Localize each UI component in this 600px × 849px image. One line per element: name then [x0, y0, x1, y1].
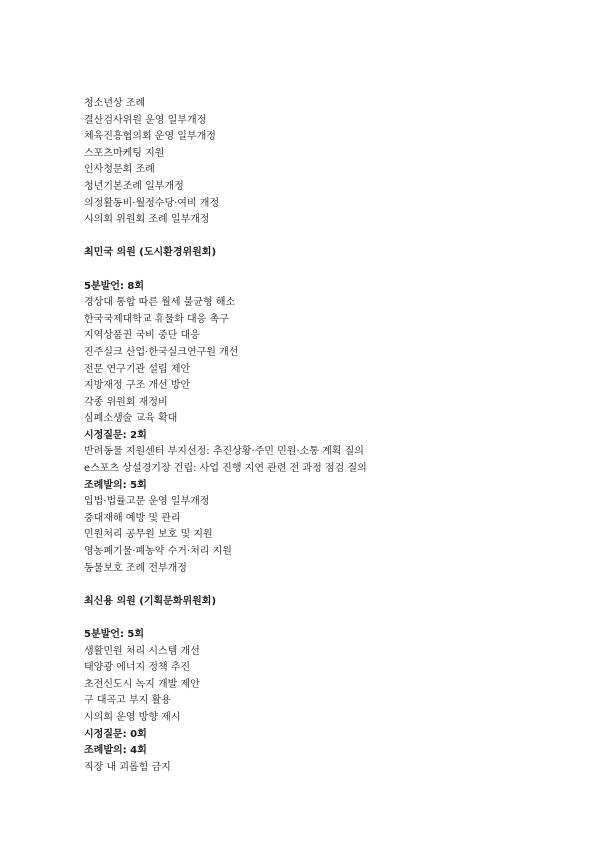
document-body: [84, 96, 564, 776]
list-item: 태양광 에너지 정책 추진: [84, 662, 191, 674]
list-item: 의정활동비·월정수당·여비 개정: [84, 197, 220, 209]
intro-list: [84, 96, 564, 229]
list-item: 구 대곡고 부지 활용: [84, 695, 171, 707]
list-item: 청년기본조례 일부개정: [84, 180, 184, 192]
list-item: 체육진흥협의회 운영 일부개정: [84, 131, 216, 143]
question-header: 시정질문: 0회: [84, 728, 147, 740]
question-header: 시정질문: 2회: [84, 429, 147, 441]
list-item: 중대재해 예방 및 관리: [84, 512, 181, 524]
list-item: 반려동물 지원센터 부지선정: 추진상황·주민 민원·소통 계획 질의: [84, 446, 364, 458]
list-item: 인사청문회 조례: [84, 164, 155, 176]
list-item: e스포츠 상설경기장 건립: 사업 진행 지연 관련 전 과정 점검 질의: [84, 463, 367, 475]
ordinance-header: 조례발의: 5회: [84, 479, 147, 491]
speech-header: 5분발언: 5회: [84, 629, 145, 640]
list-item: 한국국제대학교 휴물화 대응 촉구: [84, 313, 229, 325]
list-item: 시의회 위원회 조례 일부개정: [84, 214, 210, 226]
list-item: 시의회 운영 방향 제시: [84, 711, 181, 723]
list-item: 스포츠마케팅 지원: [84, 147, 165, 159]
list-item: 생활민원 처리 시스템 개선: [84, 645, 200, 657]
list-item: 경상대 통합 따른 월세 불균형 해소: [84, 297, 236, 309]
member-section: [84, 245, 564, 577]
member-section: [84, 594, 564, 777]
list-item: 영농폐기물·폐농약 수거·처리 지원: [84, 546, 232, 558]
list-item: 청소년상 조례: [84, 98, 146, 109]
ordinance-header: 조례발의: 4회: [84, 745, 147, 757]
list-item: 지역상품권 국비 중단 대응: [84, 330, 200, 342]
list-item: 지방재정 구조 개선 방안: [84, 380, 191, 392]
list-item: 민원처리 공무원 보호 및 지원: [84, 529, 213, 541]
list-item: 직장 내 괴롭힘 금지: [84, 761, 171, 773]
list-item: 심폐소생술 교육 확대: [84, 413, 178, 425]
list-item: 진주실크 산업·한국실크연구원 개선: [84, 346, 239, 358]
list-item: 결산검사위원 운영 일부개정: [84, 114, 207, 126]
member-heading: 최신용 의원 (기획문화위원회): [84, 595, 217, 607]
list-item: 초전신도시 녹지 개발 제안: [84, 678, 200, 690]
list-item: 입법·법률고문 운영 일부개정: [84, 496, 210, 508]
list-item: 각종 위원회 재정비: [84, 396, 168, 408]
list-item: 동물보호 조례 전부개정: [84, 562, 187, 574]
member-heading: 최민국 의원 (도시환경위원회): [84, 247, 217, 259]
speech-header: 5분발언: 8회: [84, 280, 145, 292]
list-item: 전문 연구기관 설립 제안: [84, 363, 191, 375]
